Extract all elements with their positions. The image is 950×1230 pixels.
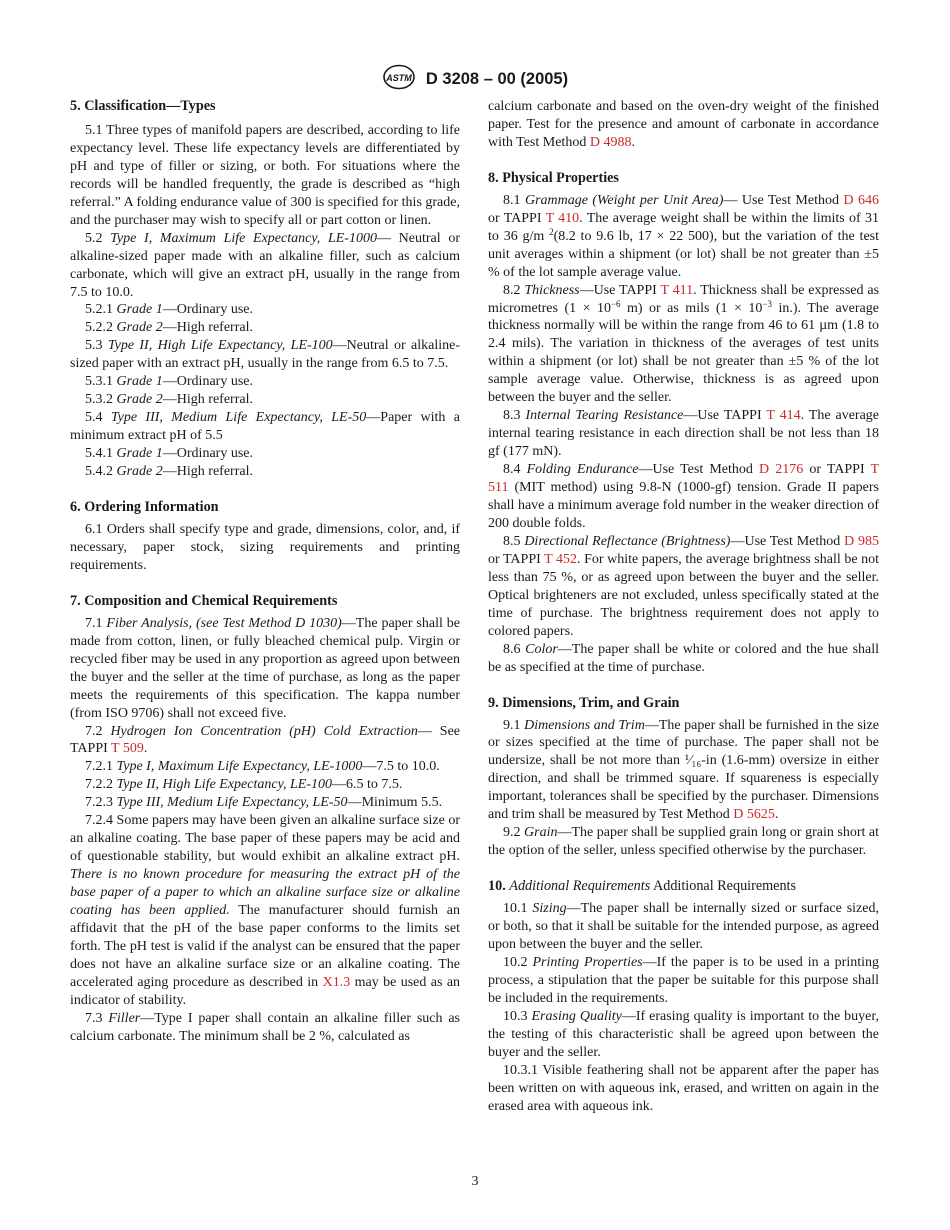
page-number: 3 <box>471 1174 479 1189</box>
ref-t511-link[interactable]: T 511 <box>488 462 880 496</box>
ref-t509-link[interactable]: T 509 <box>111 741 144 757</box>
para-5-3-2: 5.3.2 Grade 2—High referral. <box>85 392 253 408</box>
para-8-3: 8.3 Internal Tearing Resistance—Use TAPPI T 414. The average internal tearing resistance in each direction shall be not less than 18 gf (177 mN). <box>488 408 880 460</box>
para-7-2-4: 7.2.4 Some papers may have been given an alkaline surface size or an alkaline coating. The base paper of these papers may be acid and of questionable stability, but would exhibit an alkaline extract pH. There is no known procedure for measuring the extract pH of the base paper of a paper to which an alkaline surface size or alkaline coating has been applied. The manufacturer should furnish an affidavit that the pH of the base paper conforms to the limits set forth. The pH test is valid if the analyst can be ensured that the paper does not have an alkaline surface size or an alkaline coating. The accelerated aging procedure as described in X1.3 may be used as an indicator of stability. <box>70 813 461 1008</box>
section-7-title: 7. Composition and Chemical Requirements <box>70 592 338 609</box>
section-8-title: 8. Physical Properties <box>488 169 619 186</box>
para-7-2-2: 7.2.2 Type II, High Life Expectancy, LE-100—6.5 to 7.5. <box>85 777 403 793</box>
para-5-2-2: 5.2.2 Grade 2—High referral. <box>85 320 253 336</box>
right-column <box>488 98 879 1116</box>
para-8-4: 8.4 Folding Endurance—Use Test Method D 2176 or TAPPI T 511 (MIT method) using 9.8-N (1000-gf) tension. Grade II papers shall have a minimum average fold number in the weaker direction of 200 double folds. <box>488 462 880 531</box>
para-7-3: 7.3 Filler—Type I paper shall contain an alkaline filler such as calcium carbonate. The minimum shall be 2 %, calculated as <box>70 1010 461 1044</box>
para-7-2-3: 7.2.3 Type III, Medium Life Expectancy, LE-50—Minimum 5.5. <box>85 795 443 811</box>
para-7-2-1: 7.2.1 Type I, Maximum Life Expectancy, LE-1000—7.5 to 10.0. <box>85 759 440 775</box>
section-9-title: 9. Dimensions, Trim, and Grain <box>488 694 680 711</box>
para-10-3-1: 10.3.1 Visible feathering shall not be apparent after the paper has been written on with aqueous ink, erased, and written on again in the erased area with aqueous ink. <box>488 1062 879 1114</box>
page-header <box>0 64 950 95</box>
para-5-4-1: 5.4.1 Grade 1—Ordinary use. <box>85 446 253 462</box>
ref-d646-link[interactable]: D 646 <box>843 192 879 208</box>
para-6-1: 6.1 Orders shall specify type and grade, dimensions, color, and, if necessary, paper stock, sizing requirements and printing requirements. <box>70 521 460 573</box>
document-designation: D 3208 – 00 (2005) <box>425 70 569 88</box>
para-8-1: 8.1 Grammage (Weight per Unit Area)— Use Test Method D 646 or TAPPI T 410. The average weight shall be within the limits of 31 to 36 g/m $^2$(8.2 to 9.6 lb, 17 × 22 500), but the variation of the test unit averages within a shipment (or lot) shall be not greater than ±5 % of the lot sample average value. <box>488 192 879 280</box>
ref-t410-link[interactable]: T 410 <box>545 210 580 226</box>
para-10-1: 10.1 Sizing—The paper shall be internally sized or surface sized, or both, so that it shall be suitable for the intended purpose, as agreed upon between the buyer and the seller. <box>488 901 879 952</box>
para-7-3-continued: calcium carbonate and based on the oven-dry weight of the finished paper. Test for the presence and amount of carbonate in accordance with Test Method D 4988. <box>488 99 879 150</box>
left-column <box>70 98 460 1046</box>
para-5-1: 5.1 Three types of manifold papers are described, according to life expectancy level. These life expectancy levels are differentiated by pH and type of filler or sizing, or both. For situations where the records will be handled frequently, the grade is described as “high referral.” A folding endurance value of 300 is specified for this grade, and the purchaser may wish to specify all or part cotton or linen. <box>70 122 460 228</box>
para-5-3-1: 5.3.1 Grade 1—Ordinary use. <box>85 374 253 390</box>
para-8-2: 8.2 Thickness—Use TAPPI T 411. Thickness shall be expressed as micrometres ($1 \times 10^{-6}$ m) or as mils ($1 \times 10^{-3}$ in.). The average thickness normally will be within the range from 46 to 61 µm (1.8 to 2.4 mils). The variation in thickness of the averages of test units within a shipment (or lot) shall be not greater than ±5 % of the lot sample average value. Otherwise, thickness is as agreed upon between the buyer and the seller. <box>488 282 880 406</box>
section-5-title: 5. Classification—Types <box>70 98 216 114</box>
ref-d4988-link[interactable]: D 4988 <box>589 134 632 150</box>
para-10-3: 10.3 Erasing Quality—If erasing quality is important to the buyer, the testing of this characteristic shall be agreed upon between the buyer and the seller. <box>488 1008 879 1060</box>
ref-t411-link[interactable]: T 411 <box>660 282 694 298</box>
section-6-title: 6. Ordering Information <box>70 499 219 516</box>
svg-text:ASTM: ASTM <box>386 73 412 83</box>
ref-d2176-link[interactable]: D 2176 <box>759 462 804 478</box>
ref-x13-link[interactable]: X1.3 <box>322 974 351 990</box>
para-5-4: 5.4 Type III, Medium Life Expectancy, LE-50—Paper with a minimum extract pH of 5.5 <box>70 410 460 444</box>
para-8-6: 8.6 Color—The paper shall be white or colored and the hue shall be as specified at the time of purchase. <box>488 641 880 675</box>
para-7-2: 7.2 Hydrogen Ion Concentration (pH) Cold Extraction— See TAPPI T 509. <box>70 723 461 757</box>
ref-d5625-link[interactable]: D 5625 <box>733 807 775 823</box>
ref-d985-link[interactable]: D 985 <box>844 533 880 549</box>
astm-logo-icon <box>382 64 416 95</box>
para-5-4-2: 5.4.2 Grade 2—High referral. <box>85 464 253 480</box>
para-9-1: 9.1 Dimensions and Trim—The paper shall be furnished in the size or sizes specified at the time of purchase. The paper shall not be undersize, shall be not more than ¹⁄₁₆-in (1.6-mm) oversize in either direction, and shall be trimmed square. If squareness is especially important, tolerances shall be specified by the purchaser. Dimensions and trim shall be measured by Test Method D 5625. <box>488 717 879 823</box>
para-8-5: 8.5 Directional Reflectance (Brightness)—Use Test Method D 985 or TAPPI T 452. For white papers, the average brightness shall be not less than 75 %, or as agreed upon between the buyer and the seller. Optical brighteners are not excluded, unless specifically stated at the time of purchase. The brightness requirement does not apply to colored papers. <box>488 533 880 639</box>
para-7-1: 7.1 Fiber Analysis, (see Test Method D 1030)—The paper shall be made from cotton, linen, or fully bleached chemical pulp. Virgin or recycled fiber may be used in any proportion as agreed upon between the buyer and the seller at the time of purchase, as long as the paper meets the requirements of this specification. The kappa number (from ISO 9706) shall not exceed five. <box>70 615 460 721</box>
para-10-2: 10.2 Printing Properties—If the paper is to be used in a printing process, a stipulation that the paper be suitable for this purpose shall be included in the requirements. <box>488 954 880 1006</box>
ref-t452-link[interactable]: T 452 <box>544 551 577 567</box>
para-5-2: 5.2 Type I, Maximum Life Expectancy, LE-1000— Neutral or alkaline-sized paper made with an alkaline filler, such as calcium carbonate, which will give an extract pH, usually in the range from 7.5 to 10.0. <box>70 230 460 300</box>
para-5-2-1: 5.2.1 Grade 1—Ordinary use. <box>85 302 253 318</box>
para-9-2: 9.2 Grain—The paper shall be supplied grain long or grain short at the option of the seller, unless specified otherwise by the purchaser. <box>488 825 880 859</box>
para-5-3: 5.3 Type II, High Life Expectancy, LE-100—Neutral or alkaline-sized paper with an extract pH, usually in the range from 6.5 to 7.5. <box>70 338 460 372</box>
ref-t414-link[interactable]: T 414 <box>766 408 801 424</box>
section-10-title: 10. Additional Requirements Additional Requirements <box>488 878 797 895</box>
